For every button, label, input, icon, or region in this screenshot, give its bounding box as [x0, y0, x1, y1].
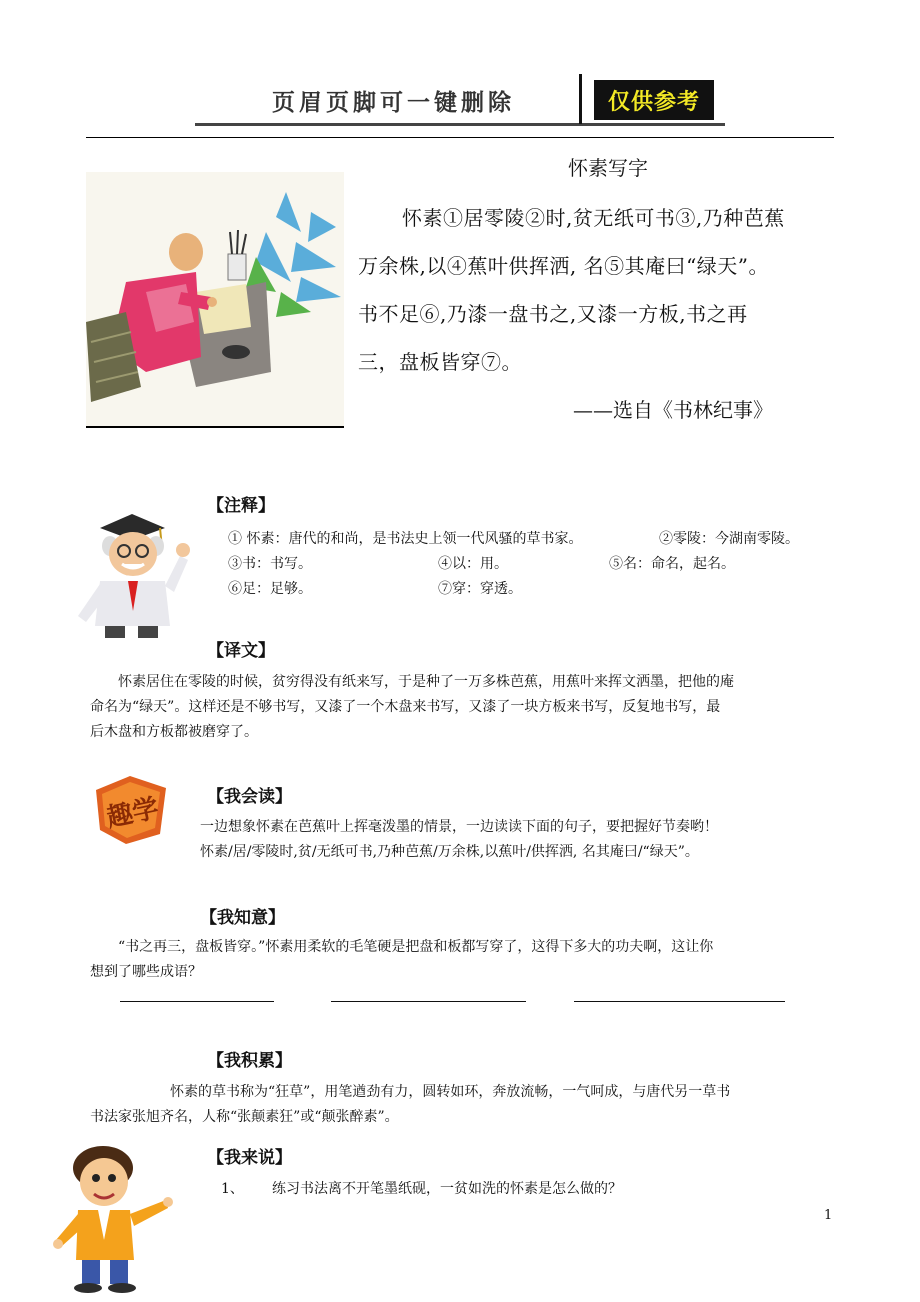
speak-heading: 【我来说】: [207, 1148, 292, 1168]
monk-writing-illustration: [86, 172, 344, 426]
note-4: ④以：用。: [438, 556, 508, 572]
speak-question-number: 1、: [221, 1181, 244, 1197]
speak-question-text: 练习书法离不开笔墨纸砚，一贫如洗的怀素是怎么做的？: [272, 1181, 622, 1197]
know-line-1: “书之再三，盘板皆穿。”怀素用柔软的毛笔硬是把盘和板都写穿了，这得下多大的功夫啊，这让你: [118, 939, 714, 955]
translation-heading: 【译文】: [207, 641, 275, 661]
note-1: ① 怀素：唐代的和尚，是书法史上领一代风骚的草书家。: [228, 531, 583, 547]
header-rule: [86, 137, 834, 138]
fun-badge-text: 趣学: [104, 793, 162, 834]
reference-badge: 仅供参考: [594, 80, 714, 120]
accumulate-line-1: 怀素的草书称为“狂草”，用笔遒劲有力，圆转如环，奔放流畅，一气呵成，与唐代另一草书: [170, 1084, 731, 1100]
translation-line-3: 后木盘和方板都被磨穿了。: [90, 724, 258, 740]
read-heading: 【我会读】: [207, 787, 292, 807]
answer-blank-1[interactable]: [120, 1001, 274, 1002]
translation-line-2: 命名为“绿天”。这样还是不够书写，又漆了一个木盘来书写，又漆了一块方板来书写，反复地书写，最: [90, 699, 721, 715]
read-line-2: 怀素/居/零陵时,贫/无纸可书,乃种芭蕉/万余株,以蕉叶/供挥洒, 名其庵曰/“绿天”。: [200, 844, 699, 860]
answer-blank-2[interactable]: [331, 1001, 526, 1002]
header-underline: [195, 123, 725, 126]
accumulate-line-2: 书法家张旭齐名，人称“张颠素狂”或“颠张醉素”。: [90, 1109, 399, 1125]
illustration-baseline: [86, 426, 344, 428]
boy-cartoon-icon: [48, 1140, 173, 1295]
header-divider: [579, 74, 582, 124]
note-5: ⑤名：命名，起名。: [609, 556, 735, 572]
note-7: ⑦穿：穿透。: [438, 581, 522, 597]
note-2: ②零陵：今湖南零陵。: [659, 531, 799, 547]
accumulate-heading: 【我积累】: [207, 1051, 292, 1071]
header-title: 页眉页脚可一键删除: [272, 90, 515, 116]
note-3: ③书：书写。: [228, 556, 312, 572]
poem-title: 怀素写字: [568, 156, 648, 180]
note-6: ⑥足：足够。: [228, 581, 312, 597]
notes-heading: 【注释】: [207, 496, 275, 516]
professor-icon: [70, 506, 195, 641]
poem-source: ——选自《书林纪事》: [573, 398, 773, 422]
page-number: 1: [824, 1208, 833, 1223]
know-heading: 【我知意】: [200, 908, 285, 928]
know-line-2: 想到了哪些成语？: [90, 964, 202, 980]
poem-line-1: 怀素①居零陵②时,贫无纸可书③,乃种芭蕉: [402, 206, 785, 230]
translation-line-1: 怀素居住在零陵的时候，贫穷得没有纸来写，于是种了一万多株芭蕉，用蕉叶来挥文洒墨，把他的庵: [118, 674, 734, 690]
answer-blank-3[interactable]: [574, 1001, 785, 1002]
read-line-1: 一边想象怀素在芭蕉叶上挥毫泼墨的情景，一边读读下面的句子，要把握好节奏哟！: [200, 819, 718, 835]
fun-learning-badge: [90, 770, 172, 848]
poem-line-3: 书不足⑥,乃漆一盘书之,又漆一方板,书之再: [358, 302, 748, 326]
poem-line-2: 万余株,以④蕉叶供挥洒, 名⑤其庵曰“绿天”。: [358, 254, 770, 278]
poem-line-4: 三，盘板皆穿⑦。: [358, 350, 522, 374]
